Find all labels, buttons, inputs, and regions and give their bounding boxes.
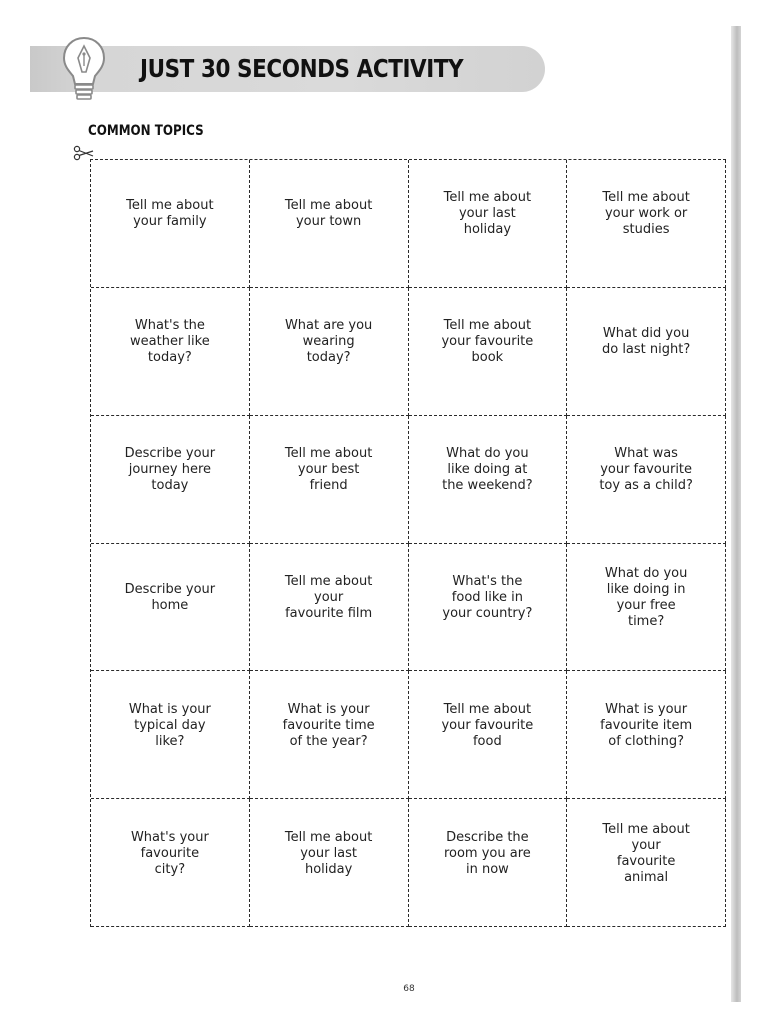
topic-card-text: What is your favourite item of clothing?: [600, 701, 693, 749]
section-title: COMMON TOPICS: [88, 123, 204, 139]
topic-card[interactable]: [250, 160, 409, 288]
topic-card-text: Tell me about your work or studies: [602, 190, 690, 238]
topic-card[interactable]: [91, 544, 250, 672]
topic-card[interactable]: [250, 416, 409, 544]
topic-card-text: What is your typical day like?: [128, 701, 211, 749]
topic-card-text: What's the food like in your country?: [442, 573, 533, 621]
topic-card-text: What's your favourite city?: [130, 829, 209, 877]
topic-card[interactable]: [567, 544, 726, 672]
topic-card-grid: [90, 159, 726, 927]
topic-card[interactable]: [409, 799, 568, 927]
topic-card[interactable]: [250, 799, 409, 927]
topic-card[interactable]: [91, 671, 250, 799]
topic-card-text: Tell me about your favourite food: [441, 701, 534, 749]
topic-card[interactable]: [250, 288, 409, 416]
topic-card-text: What's the weather like today?: [130, 318, 210, 366]
topic-card-text: What was your favourite toy as a child?: [599, 446, 693, 494]
topic-card-text: What are you wearing today?: [284, 318, 373, 366]
topic-card[interactable]: [91, 160, 250, 288]
page-edge-shadow: [731, 26, 741, 1002]
topic-card[interactable]: [91, 288, 250, 416]
topic-card[interactable]: [567, 799, 726, 927]
topic-card-text: Tell me about your town: [284, 198, 373, 230]
topic-card[interactable]: [250, 544, 409, 672]
topic-card-text: Tell me about your best friend: [284, 446, 373, 494]
page-number: 68: [403, 984, 415, 994]
topic-card-text: Describe your home: [124, 581, 216, 613]
topic-card-text: Tell me about your favourite animal: [602, 821, 690, 885]
page-title: JUST 30 SECONDS ACTIVITY: [140, 54, 464, 83]
topic-card[interactable]: [409, 416, 568, 544]
topic-card-text: What do you like doing in your free time?: [604, 565, 688, 629]
topic-card-text: Describe your journey here today: [124, 446, 216, 494]
topic-card-text: What do you like doing at the weekend?: [442, 446, 533, 494]
topic-card[interactable]: [409, 544, 568, 672]
topic-card[interactable]: [250, 671, 409, 799]
topic-card[interactable]: [567, 160, 726, 288]
topic-card[interactable]: [409, 160, 568, 288]
topic-card[interactable]: [409, 671, 568, 799]
topic-card-text: Describe the room you are in now: [443, 829, 531, 877]
topic-card-text: Tell me about your last holiday: [443, 190, 532, 238]
topic-card-text: What did you do last night?: [601, 326, 691, 358]
topic-card-text: Tell me about your last holiday: [284, 829, 373, 877]
topic-card-text: What is your favourite time of the year?: [282, 701, 375, 749]
topic-card-text: Tell me about your family: [126, 198, 214, 230]
lightbulb-pen-icon: [60, 34, 108, 104]
topic-card[interactable]: [567, 288, 726, 416]
topic-card-text: Tell me about your favourite book: [441, 318, 534, 366]
topic-card[interactable]: [567, 416, 726, 544]
topic-card[interactable]: [409, 288, 568, 416]
topic-card[interactable]: [91, 416, 250, 544]
topic-card[interactable]: [567, 671, 726, 799]
topic-card[interactable]: [91, 799, 250, 927]
topic-card-text: Tell me about your favourite film: [284, 573, 373, 621]
